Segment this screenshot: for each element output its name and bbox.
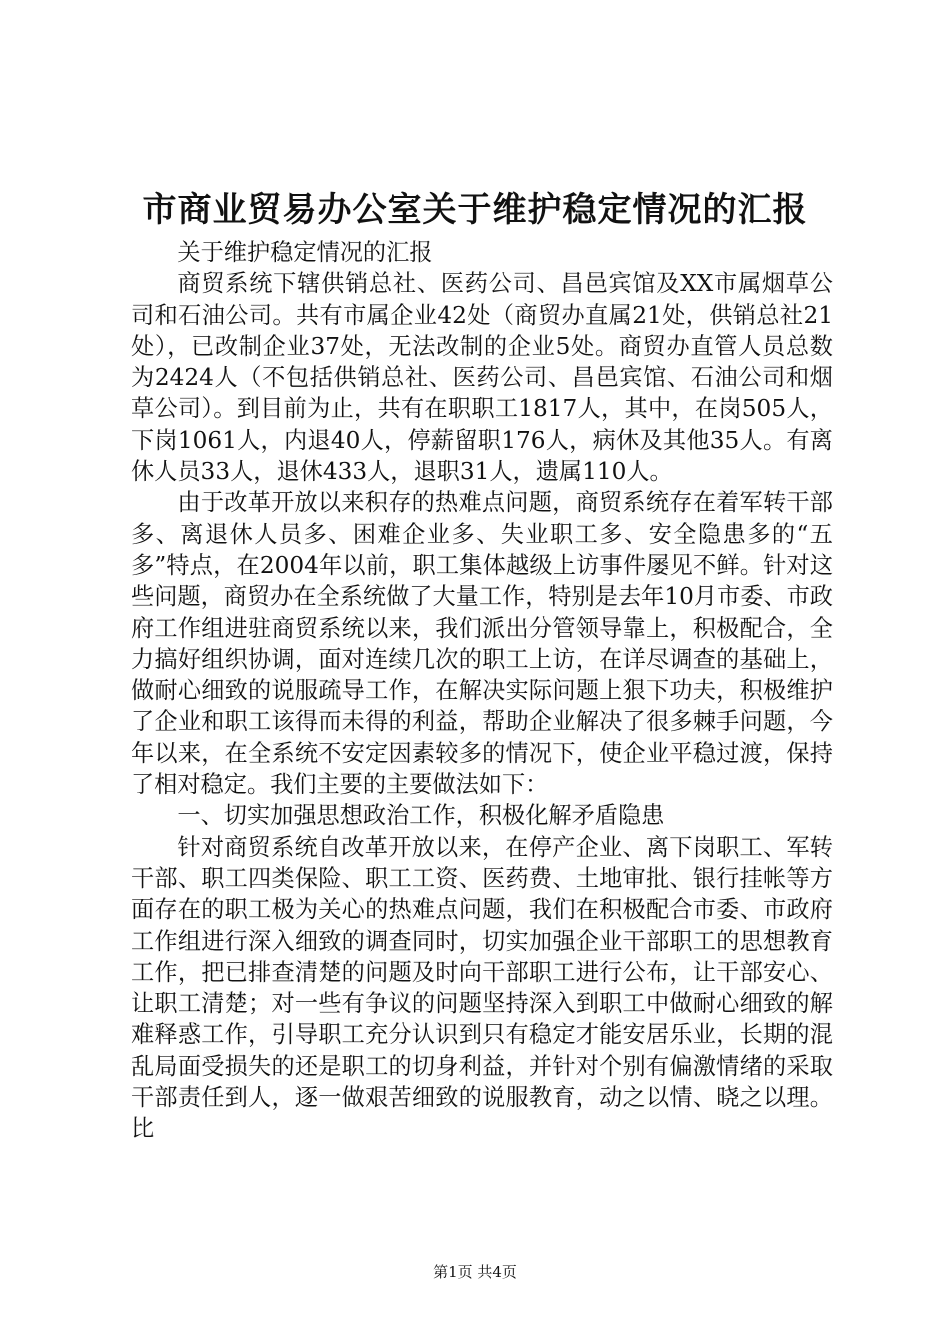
document-title: 市商业贸易办公室关于维护稳定情况的汇报: [142, 190, 808, 230]
body-paragraph: 商贸系统下辖供销总社、医药公司、昌邑宾馆及XX市属烟草公司和石油公司。共有市属企业42处（商贸办直属21处，供销总社21处），已改制企业37处，无法改制的企业5处。商贸办直管人员总数为2424人（不包括供销总社、医药公司、昌邑宾馆、石油公司和烟草公司）。到目前为止，共有在职职工1817人，其中，在岗505人，下岗1061人，内退40人，停薪留职176人，病休及其他35人。有离休人员33人，退休433人，退职31人，遗属110人。: [131, 270, 833, 486]
section-heading: 一、切实加强思想政治工作，积极化解矛盾隐患: [177, 802, 665, 830]
body-paragraph: 由于改革开放以来积存的热难点问题，商贸系统存在着军转干部多、离退休人员多、困难企业多、失业职工多、安全隐患多的“五多”特点，在2004年以前，职工集体越级上访事件屡见不鲜。针对这些问题，商贸办在全系统做了大量工作，特别是去年10月市委、市政府工作组进驻商贸系统以来，我们派出分管领导靠上，积极配合，全力搞好组织协调，面对连续几次的职工上访，在详尽调查的基础上，做耐心细致的说服疏导工作，在解决实际问题上狠下功夫，积极维护了企业和职工该得而未得的利益，帮助企业解决了很多棘手问题，今年以来，在全系统不安定因素较多的情况下，使企业平稳过渡，保持了相对稳定。我们主要的主要做法如下：: [131, 489, 833, 799]
document-body: [131, 237, 833, 1145]
body-paragraph: 针对商贸系统自改革开放以来，在停产企业、离下岗职工、军转干部、职工四类保险、职工工资、医药费、土地审批、银行挂帐等方面存在的职工极为关心的热难点问题，我们在积极配合市委、市政府工作组进行深入细致的调查同时，切实加强企业干部职工的思想教育工作，把已排查清楚的问题及时向干部职工进行公布，让干部安心、让职工清楚；对一些有争议的问题坚持深入到职工中做耐心细致的解难释惑工作，引导职工充分认识到只有稳定才能安居乐业，长期的混乱局面受损失的还是职工的切身利益，并针对个别有偏激情绪的采取干部责任到人，逐一做艰苦细致的说服教育，动之以情、晓之以理。比: [131, 833, 833, 1143]
subtitle-paragraph: 关于维护稳定情况的汇报: [177, 239, 433, 266]
page-number-footer: 第1页 共4页: [433, 1263, 517, 1281]
